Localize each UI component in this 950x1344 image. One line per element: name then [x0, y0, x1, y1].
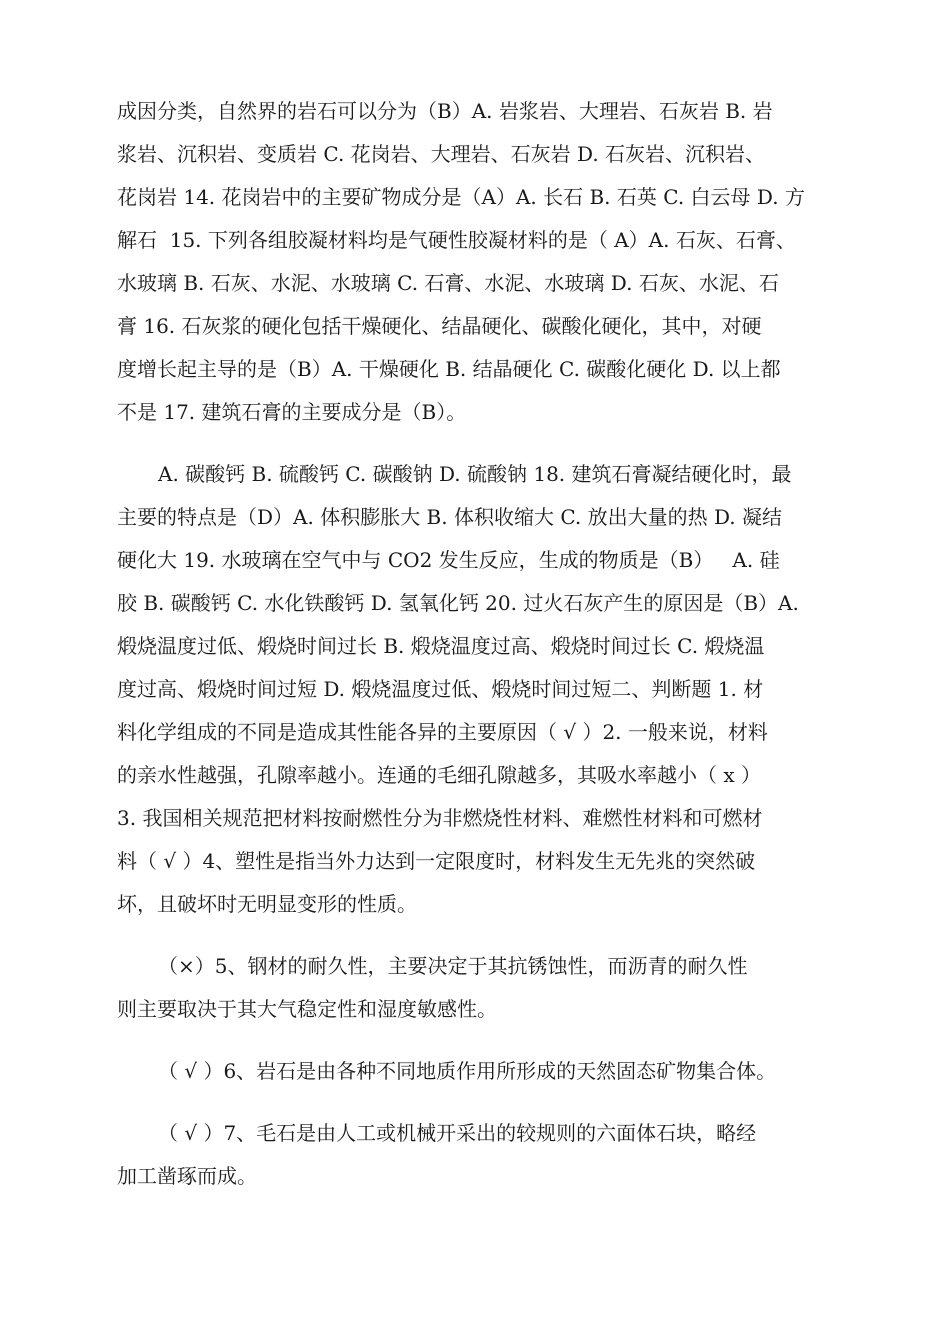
- paragraph-2-line-10: 料（ √ ）4、塑性是指当外力达到一定限度时，材料发生无先兆的突然破: [117, 849, 756, 873]
- paragraph-3-line-2: 则主要取决于其大气稳定性和湿度敏感性。: [117, 997, 497, 1021]
- paragraph-5-line-1: （ √ ）7、毛石是由人工或机械开采出的较规则的六面体石块，略经: [158, 1121, 757, 1145]
- paragraph-2-line-5: 煅烧温度过低、煅烧时间过长 B. 煅烧温度过高、煅烧时间过长 C. 煅烧温: [117, 634, 765, 658]
- paragraph-5-line-2: 加工凿琢而成。: [117, 1164, 257, 1188]
- paragraph-2-line-2: 主要的特点是（D）A. 体积膨胀大 B. 体积收缩大 C. 放出大量的热 D. 凝结: [117, 505, 783, 529]
- paragraph-2-line-11: 坏，且破坏时无明显变形的性质。: [117, 892, 417, 916]
- paragraph-1-line-2: 浆岩、沉积岩、变质岩 C. 花岗岩、大理岩、石灰岩 D. 石灰岩、沉积岩、: [117, 142, 766, 166]
- paragraph-1-line-4: 解石 15. 下列各组胶凝材料均是气硬性胶凝材料的是（ A）A. 石灰、石膏、: [117, 228, 796, 252]
- paragraph-2-line-3: 硬化大 19. 水玻璃在空气中与 CO2 发生反应，生成的物质是（B） A. 硅: [117, 548, 780, 572]
- paragraph-1-line-3: 花岗岩 14. 花岗岩中的主要矿物成分是（A）A. 长石 B. 石英 C. 白云母 D. 方: [117, 185, 805, 209]
- paragraph-2-line-7: 料化学组成的不同是造成其性能各异的主要原因（ √ ）2. 一般来说，材料: [117, 720, 768, 744]
- paragraph-1-line-7: 度增长起主导的是（B）A. 干燥硬化 B. 结晶硬化 C. 碳酸化硬化 D. 以上都: [117, 357, 781, 381]
- paragraph-1-line-8: 不是 17. 建筑石膏的主要成分是（B）。: [117, 400, 467, 424]
- paragraph-1-line-5: 水玻璃 B. 石灰、水泥、水玻璃 C. 石膏、水泥、水玻璃 D. 石灰、水泥、石: [117, 271, 779, 295]
- paragraph-2-line-4: 胶 B. 碳酸钙 C. 水化铁酸钙 D. 氢氧化钙 20. 过火石灰产生的原因是（B）A.: [117, 591, 799, 615]
- paragraph-2-line-1: A. 碳酸钙 B. 硫酸钙 C. 碳酸钠 D. 硫酸钠 18. 建筑石膏凝结硬化时，最: [158, 462, 792, 486]
- paragraph-3-line-1: （×）5、钢材的耐久性，主要决定于其抗锈蚀性，而沥青的耐久性: [158, 954, 748, 978]
- paragraph-2-line-8: 的亲水性越强，孔隙率越小。连通的毛细孔隙越多，其吸水率越小（ x ）: [117, 763, 761, 787]
- paragraph-2-line-9: 3. 我国相关规范把材料按耐燃性分为非燃烧性材料、难燃性材料和可燃材: [117, 806, 763, 830]
- paragraph-1-line-6: 膏 16. 石灰浆的硬化包括干燥硬化、结晶硬化、碳酸化硬化，其中，对硬: [117, 314, 762, 338]
- paragraph-2-line-6: 度过高、煅烧时间过短 D. 煅烧温度过低、煅烧时间过短二、判断题 1. 材: [117, 677, 764, 701]
- paragraph-1-line-1: 成因分类，自然界的岩石可以分为（B）A. 岩浆岩、大理岩、石灰岩 B. 岩: [117, 99, 773, 123]
- paragraph-4-line-1: （ √ ）6、岩石是由各种不同地质作用所形成的天然固态矿物集合体。: [158, 1059, 777, 1083]
